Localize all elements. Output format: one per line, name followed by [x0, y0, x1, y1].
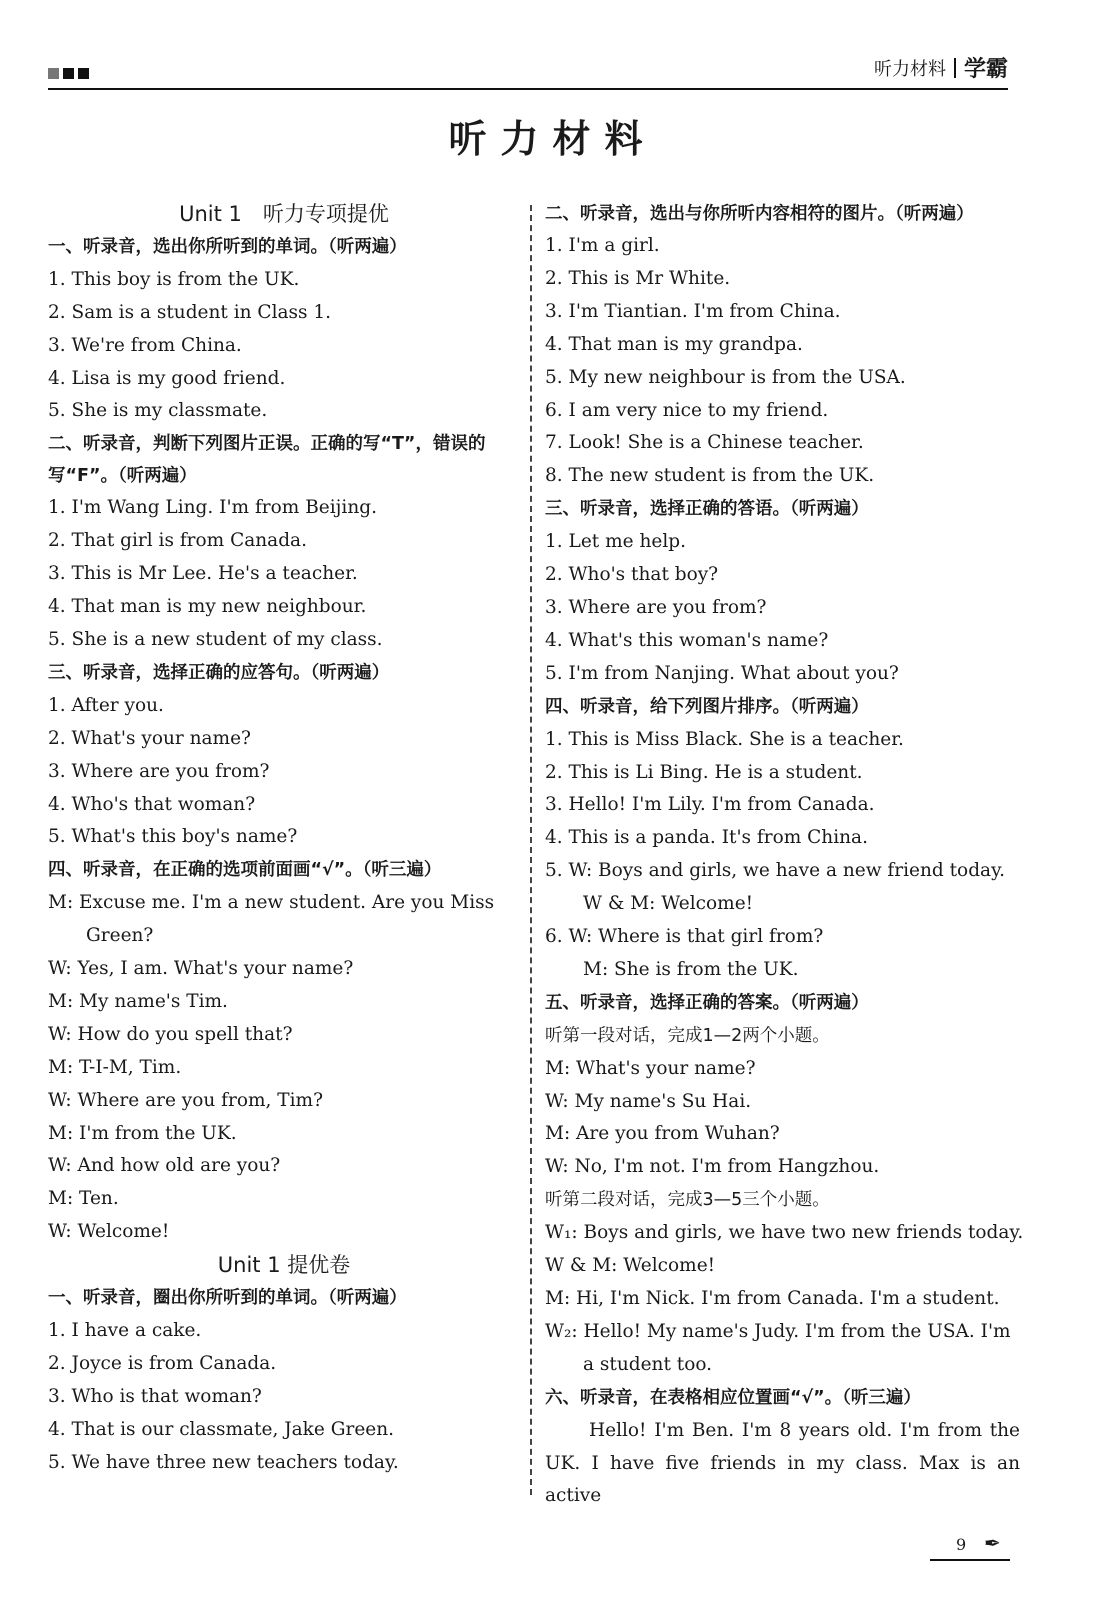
text-line: W: My name's Su Hai.	[545, 1090, 752, 1112]
unit-title: Unit 1 听力专项提优	[179, 202, 389, 226]
section-heading: 四、听录音，在正确的选项前面画“√”。（听三遍）	[48, 860, 442, 881]
text-line: 5. She is a new student of my class.	[48, 628, 383, 650]
text-line: 3. Where are you from?	[48, 760, 270, 782]
text-line: 5. I'm from Nanjing. What about you?	[545, 662, 899, 684]
text-line: W: Yes, I am. What's your name?	[48, 958, 354, 980]
section-heading: 五、听录音，选择正确的答案。（听两遍）	[545, 992, 869, 1013]
page-number: 9	[956, 1535, 967, 1554]
text-line: 2. That girl is from Canada.	[48, 530, 307, 552]
header-rule	[48, 88, 1008, 90]
text-line: 3. This is Mr Lee. He's a teacher.	[48, 563, 358, 585]
column-divider	[530, 205, 532, 1495]
text-line: 1. After you.	[48, 694, 164, 716]
header-right	[874, 52, 1008, 83]
text-line: W & M: Welcome!	[545, 1255, 716, 1277]
right-column	[545, 198, 1024, 1513]
text-line: 5. What's this boy's name?	[48, 826, 298, 848]
text-line: W: No, I'm not. I'm from Hangzhou.	[545, 1156, 880, 1178]
section-heading: 三、听录音，选择正确的答语。（听两遍）	[545, 499, 869, 520]
brand-logo: 学霸	[963, 57, 1008, 82]
text-line: W: How do you spell that?	[48, 1023, 293, 1045]
text-line: W & M: Welcome!	[583, 893, 754, 915]
text-line: 3. Where are you from?	[545, 596, 767, 618]
text-line: 2. This is Mr White.	[545, 267, 731, 289]
text-line: M: She is from the UK.	[583, 958, 799, 980]
passage-text: Hello! I'm Ben. I'm 8 years old. I'm from the UK. I have five friends in my class. Max is an active	[545, 1419, 1020, 1507]
section-heading: 一、听录音，圈出你所听到的单词。（听两遍）	[48, 1288, 407, 1309]
text-line: 6. I am very nice to my friend.	[545, 399, 829, 421]
text-line: 1. I'm a girl.	[545, 235, 660, 256]
text-line: W: And how old are you?	[48, 1155, 281, 1177]
text-line: 1. This boy is from the UK.	[48, 268, 300, 290]
footer-rule	[930, 1559, 1010, 1561]
text-line: M: Ten.	[48, 1188, 119, 1210]
text-line: 3. I'm Tiantian. I'm from China.	[545, 300, 841, 322]
section-heading: 三、听录音，选择正确的应答句。（听两遍）	[48, 662, 390, 683]
section-heading: 六、听录音，在表格相应位置画“√”。（听三遍）	[545, 1387, 921, 1408]
text-line: 4. This is a panda. It's from China.	[545, 827, 868, 849]
text-line: 4. That is our classmate, Jake Green.	[48, 1418, 395, 1440]
page-header	[48, 57, 1008, 88]
header-separator	[954, 58, 956, 78]
text-line: W₁: Boys and girls, we have two new friends today.	[545, 1222, 1024, 1244]
text-line: 2. What's your name?	[48, 727, 251, 749]
text-line: M: What's your name?	[545, 1057, 756, 1079]
text-line: 1. I'm Wang Ling. I'm from Beijing.	[48, 497, 377, 519]
left-column	[48, 198, 520, 1480]
text-line: 6. W: Where is that girl from?	[545, 926, 824, 948]
instruction-text: 听第一段对话，完成1—2两个小题。	[545, 1025, 830, 1046]
text-line: M: I'm from the UK.	[48, 1122, 237, 1144]
text-line: 4. That man is my new neighbour.	[48, 596, 367, 618]
text-line: 2. This is Li Bing. He is a student.	[545, 761, 863, 783]
text-line: 1. Let me help.	[545, 531, 686, 553]
text-line: 4. Who's that woman?	[48, 793, 256, 815]
text-line: 3. Who is that woman?	[48, 1385, 262, 1407]
text-line: 7. Look! She is a Chinese teacher.	[545, 432, 864, 454]
text-line: M: My name's Tim.	[48, 990, 228, 1012]
section-heading: 四、听录音，给下列图片排序。（听两遍）	[545, 696, 869, 717]
text-line: M: T-I-M, Tim.	[48, 1056, 182, 1078]
text-line: 4. Lisa is my good friend.	[48, 367, 286, 389]
text-line: M: Excuse me. I'm a new student. Are you Miss Green?	[48, 892, 495, 947]
section-heading: 二、听录音，选出与你所听内容相符的图片。（听两遍）	[545, 204, 974, 224]
text-line: 2. Joyce is from Canada.	[48, 1352, 277, 1374]
text-line: 3. Hello! I'm Lily. I'm from Canada.	[545, 794, 875, 816]
text-line: 4. That man is my grandpa.	[545, 333, 803, 355]
text-line: 5. We have three new teachers today.	[48, 1451, 399, 1473]
text-line: M: Hi, I'm Nick. I'm from Canada. I'm a student.	[545, 1288, 1000, 1309]
unit-title: Unit 1 提优卷	[217, 1253, 351, 1278]
header-section-label: 听力材料	[873, 58, 946, 80]
text-line: 1. This is Miss Black. She is a teacher.	[545, 728, 904, 750]
section-heading: 一、听录音，选出你所听到的单词。（听两遍）	[48, 236, 407, 257]
text-line: W: Welcome!	[48, 1221, 170, 1243]
text-line: 3. We're from China.	[48, 334, 242, 356]
instruction-text: 听第二段对话，完成3—5三个小题。	[545, 1190, 830, 1211]
page-title: 听力材料	[448, 117, 657, 161]
text-line: 5. My new neighbour is from the USA.	[545, 366, 906, 388]
header-decoration	[48, 68, 89, 79]
text-line: W₂: Hello! My name's Judy. I'm from the USA. I'm a student too.	[545, 1320, 1011, 1375]
text-line: W: Where are you from, Tim?	[48, 1089, 324, 1111]
text-line: 5. W: Boys and girls, we have a new friend today.	[545, 860, 1005, 882]
text-line: 8. The new student is from the UK.	[545, 465, 875, 487]
text-line: 2. Who's that boy?	[545, 564, 719, 586]
text-line: 2. Sam is a student in Class 1.	[48, 301, 332, 323]
page-footer	[930, 1531, 1010, 1565]
text-line: 4. What's this woman's name?	[545, 629, 829, 651]
text-line: 5. She is my classmate.	[48, 400, 268, 422]
text-line: M: Are you from Wuhan?	[545, 1123, 780, 1145]
pen-icon: ✒	[984, 1531, 1001, 1555]
text-line: 1. I have a cake.	[48, 1320, 202, 1341]
section-heading: 二、听录音，判断下列图片正误。正确的写“T”，错误的写“F”。（听两遍）	[48, 434, 486, 487]
